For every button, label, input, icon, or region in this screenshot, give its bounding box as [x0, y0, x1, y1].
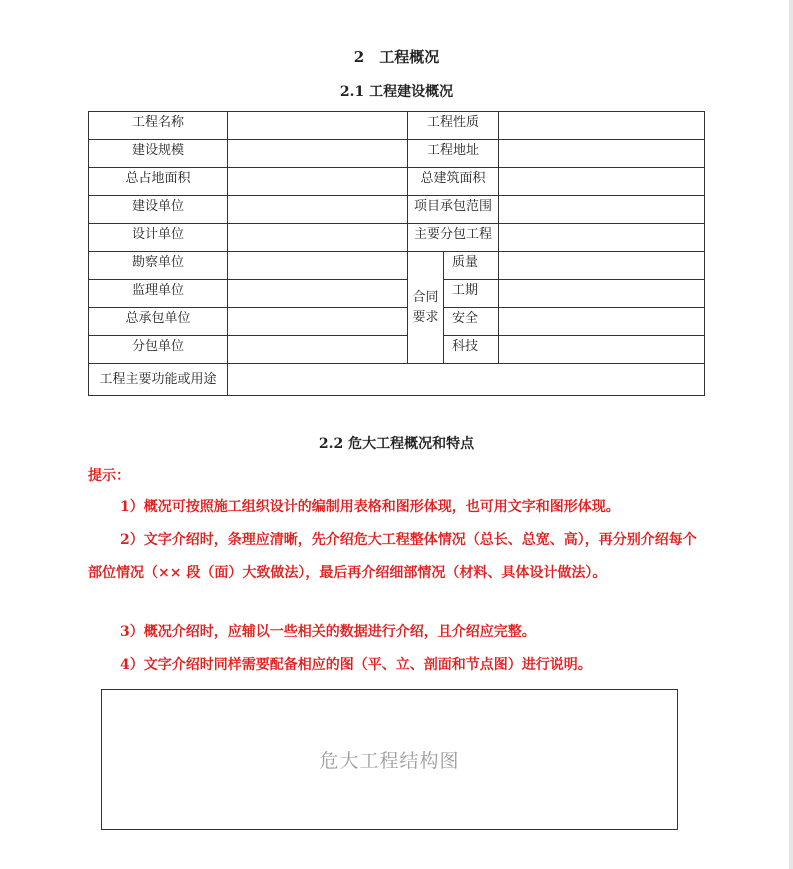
table-row — [89, 168, 705, 196]
table-label-cell: 总建筑面积 — [408, 168, 499, 196]
table-row — [89, 252, 705, 280]
table-label-cell: 勘察单位 — [89, 252, 228, 280]
table-label-cell: 工程名称 — [89, 112, 228, 140]
table-value-cell[interactable] — [499, 336, 705, 364]
table-row — [89, 140, 705, 168]
contract-requirements-label: 合同要求 — [408, 252, 444, 364]
table-label-cell: 监理单位 — [89, 280, 228, 308]
table-value-cell[interactable] — [499, 280, 705, 308]
table-label-cell: 工期 — [444, 280, 499, 308]
table-label-cell: 设计单位 — [89, 224, 228, 252]
tip-item: 3）概况介绍时，应辅以一些相关的数据进行介绍，且介绍应完整。 — [120, 624, 536, 640]
table-value-cell[interactable] — [499, 224, 705, 252]
diagram-placeholder-label: 危大工程结构图 — [319, 750, 460, 772]
table-label-cell: 质量 — [444, 252, 499, 280]
table-row — [89, 112, 705, 140]
table-value-cell[interactable] — [228, 364, 705, 396]
table-label-cell: 总占地面积 — [89, 168, 228, 196]
table-label-cell: 科技 — [444, 336, 499, 364]
structure-diagram-placeholder — [101, 689, 678, 830]
table-value-cell[interactable] — [499, 140, 705, 168]
table-value-cell[interactable] — [499, 252, 705, 280]
table-label-cell: 项目承包范围 — [408, 196, 499, 224]
table-row — [89, 336, 705, 364]
subsection-title-features: 2.2 危大工程概况和特点 — [318, 436, 475, 452]
table-label-cell: 工程主要功能或用途 — [89, 364, 228, 396]
table-label-cell: 安全 — [444, 308, 499, 336]
table-value-cell[interactable] — [228, 336, 408, 364]
table-label-cell: 建设单位 — [89, 196, 228, 224]
table-row — [89, 196, 705, 224]
table-label-cell: 工程性质 — [408, 112, 499, 140]
table-value-cell[interactable] — [228, 196, 408, 224]
table-value-cell[interactable] — [228, 224, 408, 252]
section-title: 2 工程概况 — [353, 48, 440, 66]
table-value-cell[interactable] — [499, 196, 705, 224]
table-value-cell[interactable] — [499, 168, 705, 196]
project-overview-table — [88, 111, 705, 396]
tip-item: 2）文字介绍时，条理应清晰，先介绍危大工程整体情况（总长、总宽、高），再分别介绍每个部位情况（×× 段（面）大致做法），最后再介绍细部情况（材料、具体设计做法）。 — [88, 532, 697, 581]
table-value-cell[interactable] — [228, 280, 408, 308]
table-row — [89, 224, 705, 252]
table-value-cell[interactable] — [499, 112, 705, 140]
table-label-cell: 建设规模 — [89, 140, 228, 168]
tip-item: 1）概况可按照施工组织设计的编制用表格和图形体现，也可用文字和图形体现。 — [120, 499, 620, 515]
table-row — [89, 364, 705, 396]
table-value-cell[interactable] — [228, 308, 408, 336]
table-value-cell[interactable] — [228, 168, 408, 196]
subsection-title-overview: 2.1 工程建设概况 — [339, 84, 454, 100]
table-row — [89, 280, 705, 308]
table-value-cell[interactable] — [228, 252, 408, 280]
tips-heading: 提示： — [88, 468, 130, 484]
table-label-cell: 主要分包工程 — [408, 224, 499, 252]
table-value-cell[interactable] — [228, 140, 408, 168]
table-label-cell: 总承包单位 — [89, 308, 228, 336]
table-value-cell[interactable] — [228, 112, 408, 140]
tip-item: 4）文字介绍时同样需要配备相应的图（平、立、剖面和节点图）进行说明。 — [120, 657, 592, 673]
table-label-cell: 分包单位 — [89, 336, 228, 364]
table-row — [89, 308, 705, 336]
table-value-cell[interactable] — [499, 308, 705, 336]
table-label-cell: 工程地址 — [408, 140, 499, 168]
